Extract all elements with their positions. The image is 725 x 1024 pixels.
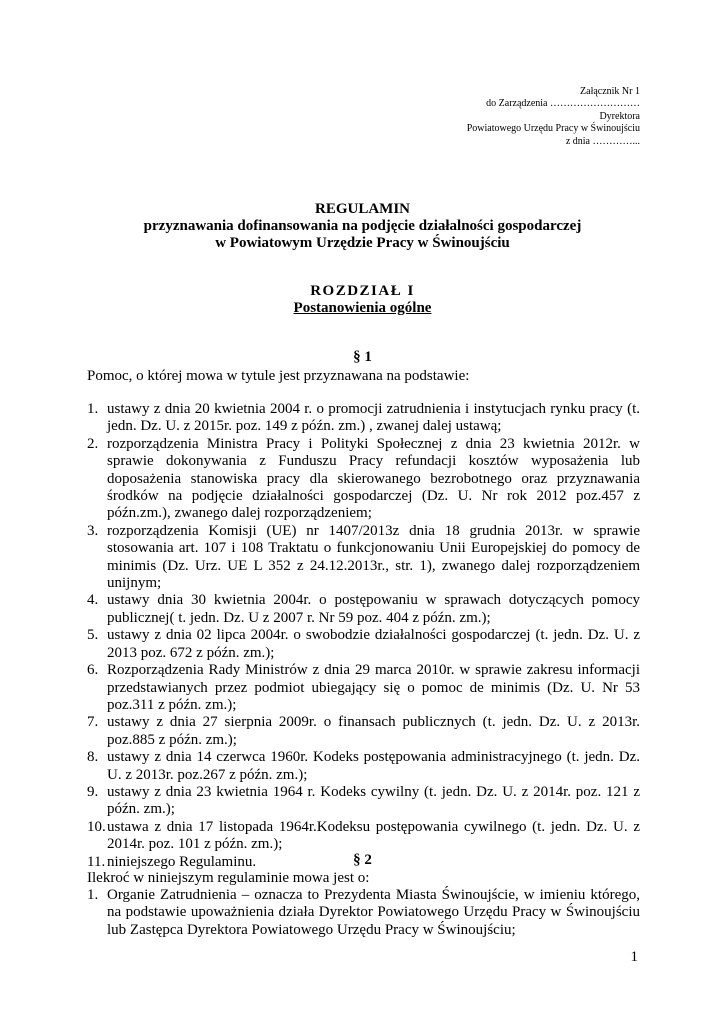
annex-line: Powiatowego Urzędu Pracy w Świnoujściu [466, 123, 640, 135]
list-item-number: 7. [87, 714, 99, 731]
list-item-number: 1. [87, 401, 99, 417]
section-2-mark: § 2 [353, 852, 372, 868]
list-item-text: ustawy dnia 30 kwietnia 2004r. o postępowaniu w sprawach dotyczących pomocy publicznej( t. jedn. Dz. U z 2007 r. Nr 59 poz. 404 z późn. zm.); [107, 592, 640, 626]
list-item [87, 436, 640, 523]
list-item-number: 3. [87, 522, 99, 539]
annex-header [467, 86, 640, 148]
document-title [0, 201, 725, 252]
list-item-number: 6. [87, 662, 99, 679]
list-item-text: ustawa z dnia 17 listopada 1964r.Kodeksu postępowania cywilnego (t. jedn. Dz. U. z 2014r. poz. 101 z późn. zm.); [107, 818, 640, 853]
list-item [87, 819, 640, 854]
section-2-intro: Ilekroć w niniejszym regulaminie mowa jest o: [87, 870, 370, 886]
title-line: przyznawania dofinansowania na podjęcie działalności gospodarczej [143, 218, 582, 234]
annex-line: Dyrektora [599, 110, 640, 122]
annex-line: z dnia …………... [565, 135, 640, 147]
list-item-number: 2. [87, 435, 99, 452]
list-item-text: ustawy z dnia 20 kwietnia 2004 r. o promocji zatrudnienia i instytucjach rynku pracy (t. jedn. Dz. U. z 2015r. poz. 149 z późn. zm.) , zwanej dalej ustawą; [107, 401, 640, 435]
section-1-mark: § 1 [353, 349, 372, 365]
list-item-text: Organie Zatrudnienia – oznacza to Prezydenta Miasta Świnoujście, w imieniu którego, na podstawie upoważnienia działa Dyrektor Powiatowego Urzędu Pracy w Świnoujściu lub Zastępca Dyrektora Powiatowego Urzędu Pracy w Świnoujściu; [107, 887, 640, 938]
list-item [87, 662, 640, 714]
title-line: w Powiatowym Urzędzie Pracy w Świnoujściu [215, 235, 510, 251]
list-item [87, 401, 640, 436]
list-item-text: ustawy z dnia 27 sierpnia 2009r. o finansach publicznych (t. jedn. Dz. U. z 2013r. poz.885 z późn. zm.); [107, 714, 640, 748]
section-1-list [87, 401, 640, 871]
list-item-text: rozporządzenia Ministra Pracy i Polityki Społecznej z dnia 23 kwietnia 2012r. w sprawie dokonywania z Funduszu Pracy refundacji kosztów wyposażenia lub doposażenia stanowiska pracy dla skierowanego bezrobotnego oraz przyznawania środków na podjęcie działalności gospodarczej (Dz. U. Nr rok 2012 poz.457 z późn.zm.), zwanego dalej rozporządzeniem; [107, 435, 640, 522]
list-item-number: 4. [87, 592, 99, 609]
list-item-text: Rozporządzenia Rady Ministrów z dnia 29 marca 2010r. w sprawie zakresu informacji przedstawianych przez podmiot ubiegający się o pomoc de minimis (Dz. U. Nr 53 poz.311 z późn. zm.); [107, 662, 640, 713]
chapter-name: Postanowienia ogólne [293, 300, 432, 316]
list-item [87, 784, 640, 819]
list-item-text: ustawy z dnia 23 kwietnia 1964 r. Kodeks cywilny (t. jedn. Dz. U. z 2014r. poz. 121 z późn. zm.); [107, 783, 640, 818]
title-line: REGULAMIN [314, 201, 410, 217]
list-item [87, 749, 640, 784]
list-item-number: 10. [87, 818, 106, 835]
list-item-number: 5. [87, 627, 99, 644]
list-item [87, 592, 640, 627]
list-item [87, 714, 640, 749]
chapter-number: ROZDZIAŁ I [310, 283, 415, 299]
list-item-number: 1. [87, 887, 99, 903]
list-item-text: niniejszego Regulaminu. [107, 853, 257, 870]
list-item-number: 9. [87, 783, 99, 800]
list-item-number: 8. [87, 749, 99, 766]
list-item [87, 887, 640, 939]
list-item-text: ustawy z dnia 14 czerwca 1960r. Kodeks postępowania administracyjnego (t. jedn. Dz. U. z 2013r. poz.267 z późn. zm.); [107, 749, 640, 783]
list-item-text: ustawy z dnia 02 lipca 2004r. o swobodzie działalności gospodarczej (t. jedn. Dz. U. z 2013 poz. 672 z późn. zm.); [107, 627, 640, 661]
section-1-intro: Pomoc, o której mowa w tytule jest przyznawana na podstawie: [87, 368, 470, 384]
page-number: 1 [630, 949, 638, 965]
annex-line: Załącznik Nr 1 [580, 86, 640, 97]
list-item [87, 523, 640, 593]
annex-line: do Zarządzenia ……………………… [486, 98, 640, 110]
list-item-text: rozporządzenia Komisji (UE) nr 1407/2013z dnia 18 grudnia 2013r. w sprawie stosowania art. 107 i 108 Traktatu o funkcjonowaniu Unii Europejskiej do pomocy de minimis (Dz. Urz. UE L 352 z 24.12.2013r., str. 1), zwanego dalej rozporządzeniem unijnym; [107, 522, 640, 592]
section-2-list [87, 887, 640, 939]
list-item-number: 11. [87, 853, 106, 870]
chapter-heading [0, 283, 725, 317]
list-item [87, 627, 640, 662]
